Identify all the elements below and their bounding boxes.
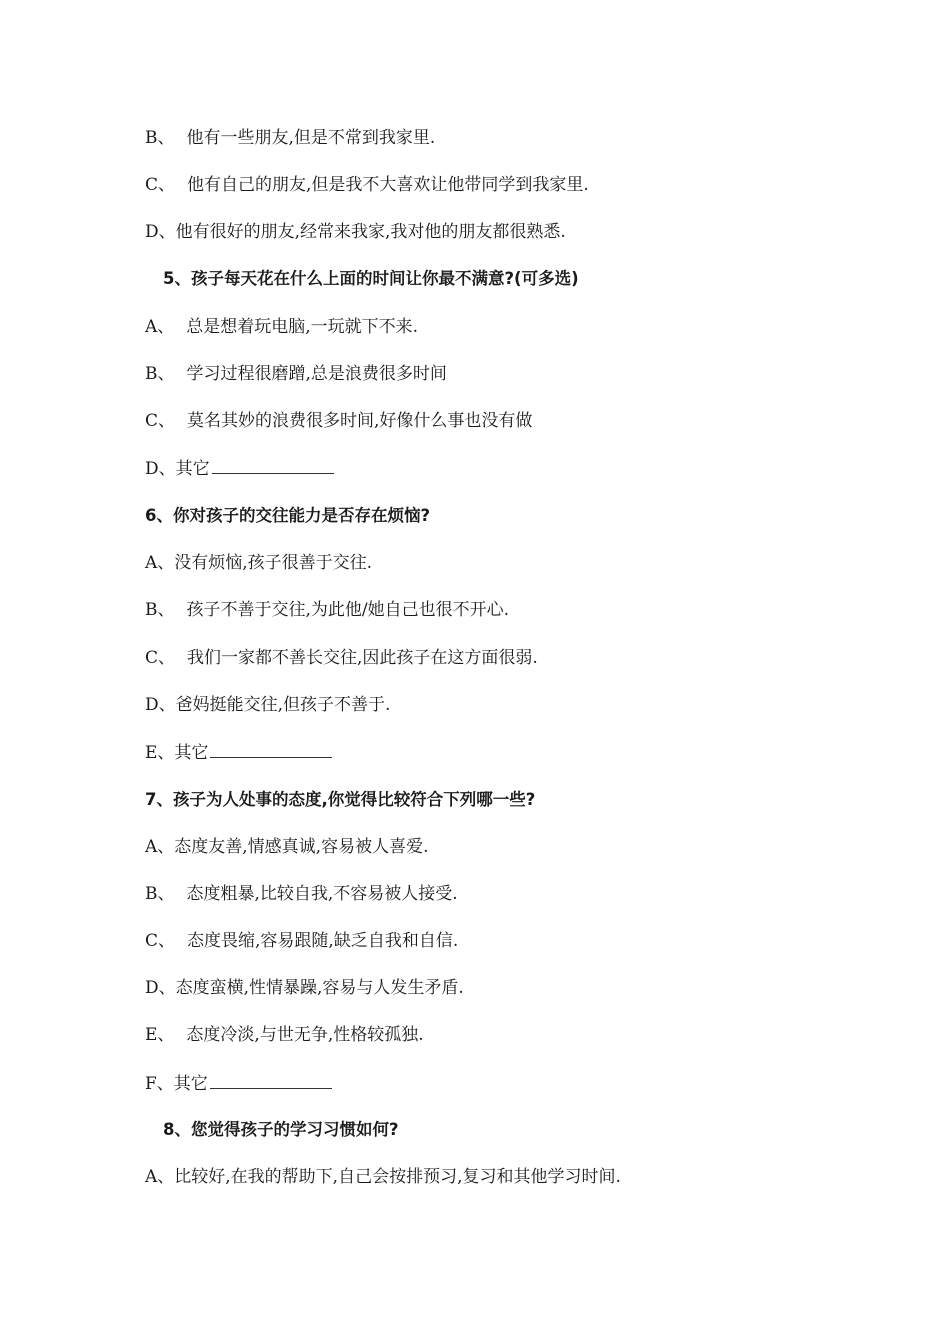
option-text: D、他有很好的朋友,经常来我家,我对他的朋友都很熟悉. <box>145 222 566 242</box>
option-letter: A、 <box>145 317 175 337</box>
option-text: D、其它 <box>145 459 210 479</box>
fill-in-blank[interactable] <box>212 456 334 474</box>
q6-option-b <box>145 598 509 622</box>
question-5-title: 5、孩子每天花在什么上面的时间让你最不满意?(可多选) <box>163 269 579 288</box>
q6-option-d <box>145 693 390 717</box>
option-text: F、其它 <box>145 1074 208 1094</box>
option-letter: B、 <box>145 128 175 148</box>
q7-option-d <box>145 976 464 1000</box>
option-text: 孩子不善于交往,为此他/她自己也很不开心. <box>186 600 510 620</box>
option-letter: C、 <box>145 931 176 951</box>
q7-option-b <box>145 882 458 906</box>
option-text: D、爸妈挺能交往,但孩子不善于. <box>145 695 391 715</box>
q4-option-d <box>145 220 566 244</box>
q7-option-c <box>145 929 458 953</box>
option-letter: B、 <box>145 364 175 384</box>
option-letter: C、 <box>145 648 176 668</box>
fill-in-blank[interactable] <box>210 1071 332 1089</box>
q7-option-e <box>145 1023 424 1047</box>
option-text: 莫名其妙的浪费很多时间,好像什么事也没有做 <box>187 411 533 431</box>
option-text: 态度冷淡,与世无争,性格较孤独. <box>186 1025 424 1045</box>
option-text: D、态度蛮横,性情暴躁,容易与人发生矛盾. <box>145 978 464 998</box>
q6-option-a <box>145 551 372 575</box>
q4-option-c <box>145 173 589 197</box>
option-text: 总是想着玩电脑,一玩就下不来. <box>186 317 419 337</box>
option-letter: B、 <box>145 600 175 620</box>
option-text: A、态度友善,情感真诚,容易被人喜爱. <box>145 837 429 857</box>
q7-option-f <box>145 1071 332 1096</box>
q6-option-c <box>145 646 538 670</box>
q8-option-a <box>145 1165 621 1189</box>
option-letter: C、 <box>145 411 176 431</box>
question-8-title: 8、您觉得孩子的学习习惯如何? <box>163 1120 399 1139</box>
option-text: 态度畏缩,容易跟随,缺乏自我和自信. <box>187 931 459 951</box>
option-text: A、没有烦恼,孩子很善于交往. <box>145 553 373 573</box>
fill-in-blank[interactable] <box>210 740 332 758</box>
option-text: 学习过程很磨蹭,总是浪费很多时间 <box>186 364 447 384</box>
option-text: 他有自己的朋友,但是我不大喜欢让他带同学到我家里. <box>187 175 589 195</box>
option-text: 我们一家都不善长交往,因此孩子在这方面很弱. <box>187 648 538 668</box>
q5-option-c <box>145 409 532 433</box>
option-letter: B、 <box>145 884 175 904</box>
question-7-title: 7、孩子为人处事的态度,你觉得比较符合下列哪一些? <box>145 790 536 809</box>
option-text: A、比较好,在我的帮助下,自己会按排预习,复习和其他学习时间. <box>145 1167 621 1187</box>
q7-option-a <box>145 835 429 859</box>
q5-option-d <box>145 456 334 481</box>
option-text: 他有一些朋友,但是不常到我家里. <box>186 128 436 148</box>
option-letter: E、 <box>145 1025 175 1045</box>
option-text: E、其它 <box>145 743 209 763</box>
q5-option-a <box>145 315 418 339</box>
q6-option-e <box>145 740 332 765</box>
option-text: 态度粗暴,比较自我,不容易被人接受. <box>186 884 458 904</box>
q5-option-b <box>145 362 447 386</box>
q4-option-b <box>145 126 435 150</box>
option-letter: C、 <box>145 175 176 195</box>
question-6-title: 6、你对孩子的交往能力是否存在烦恼? <box>145 506 431 525</box>
